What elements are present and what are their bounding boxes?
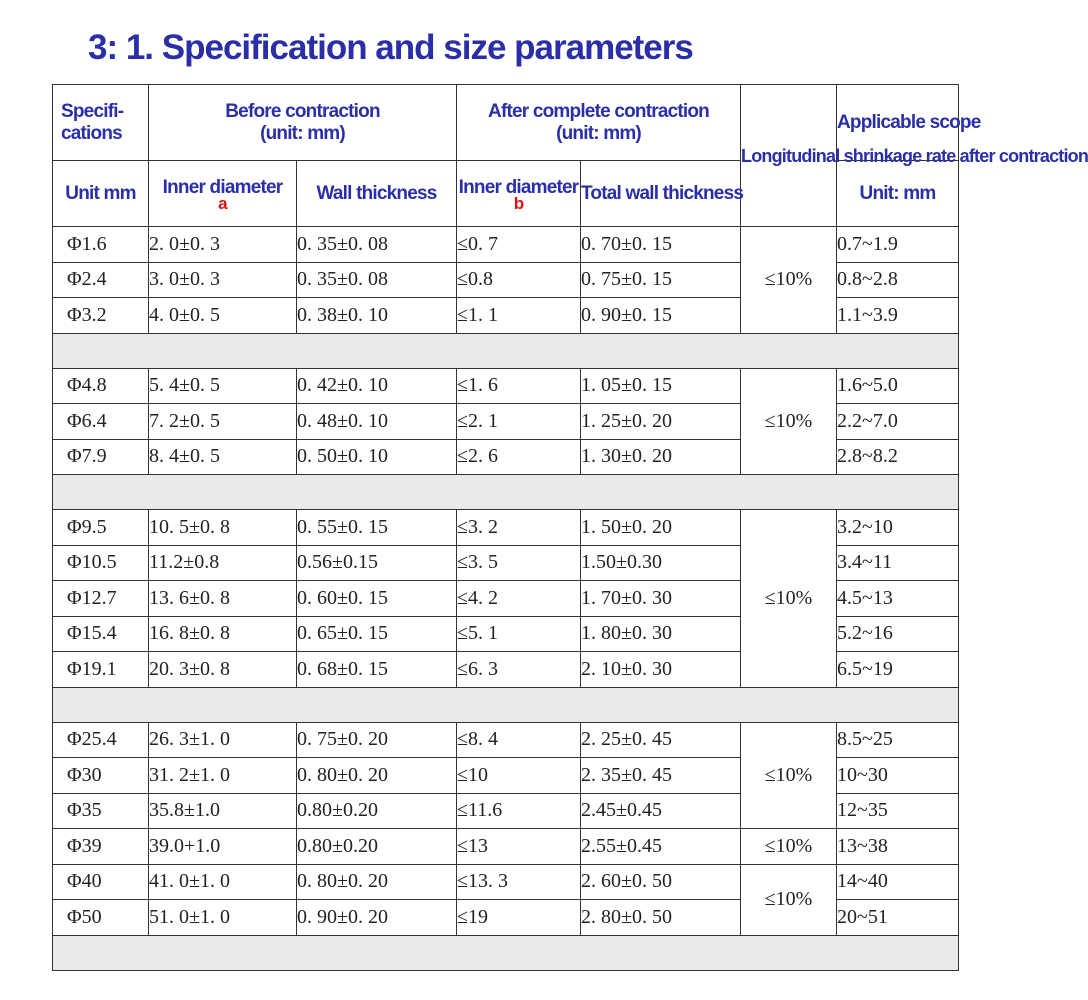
inner-diameter-after-cell: ≤5. 1 bbox=[457, 616, 581, 652]
wall-thickness-cell: 0.80±0.20 bbox=[297, 829, 457, 865]
shrinkage-rate-cell: ≤10% bbox=[741, 829, 837, 865]
specification-table bbox=[52, 84, 1088, 971]
wall-thickness-cell: 0. 35±0. 08 bbox=[297, 227, 457, 263]
spec-cell: Φ2.4 bbox=[53, 262, 149, 298]
wall-thickness-cell: 0. 80±0. 20 bbox=[297, 758, 457, 794]
inner-diameter-before-cell: 2. 0±0. 3 bbox=[149, 227, 297, 263]
wall-thickness-cell: 0.56±0.15 bbox=[297, 545, 457, 581]
marker-a: a bbox=[218, 193, 227, 213]
spec-cell: Φ19.1 bbox=[53, 652, 149, 688]
inner-diameter-before-cell: 31. 2±1. 0 bbox=[149, 758, 297, 794]
total-wall-cell: 2. 60±0. 50 bbox=[581, 864, 741, 900]
applicable-scope-cell: 4.5~13 bbox=[837, 581, 959, 617]
applicable-scope-cell: 0.8~2.8 bbox=[837, 262, 959, 298]
inner-diameter-before-cell: 13. 6±0. 8 bbox=[149, 581, 297, 617]
inner-diameter-after-cell: ≤0. 7 bbox=[457, 227, 581, 263]
applicable-scope-cell: 3.4~11 bbox=[837, 545, 959, 581]
wall-thickness-cell: 0. 38±0. 10 bbox=[297, 298, 457, 334]
spec-cell: Φ40 bbox=[53, 864, 149, 900]
applicable-scope-cell: 8.5~25 bbox=[837, 722, 959, 758]
separator-cell bbox=[53, 475, 959, 510]
applicable-scope-cell: 10~30 bbox=[837, 758, 959, 794]
separator-cell bbox=[53, 687, 959, 722]
group-separator bbox=[53, 687, 959, 722]
total-wall-cell: 2. 80±0. 50 bbox=[581, 900, 741, 936]
total-wall-cell: 0. 90±0. 15 bbox=[581, 298, 741, 334]
total-wall-cell: 2. 35±0. 45 bbox=[581, 758, 741, 794]
inner-diameter-after-cell: ≤11.6 bbox=[457, 793, 581, 829]
inner-diameter-before-cell: 16. 8±0. 8 bbox=[149, 616, 297, 652]
applicable-scope-cell: 20~51 bbox=[837, 900, 959, 936]
inner-diameter-before-cell: 35.8±1.0 bbox=[149, 793, 297, 829]
wall-thickness-cell: 0.80±0.20 bbox=[297, 793, 457, 829]
wall-thickness-cell: 0. 50±0. 10 bbox=[297, 439, 457, 475]
wall-thickness-cell: 0. 68±0. 15 bbox=[297, 652, 457, 688]
spec-cell: Φ30 bbox=[53, 758, 149, 794]
group-separator bbox=[53, 333, 959, 368]
wall-thickness-cell: 0. 60±0. 15 bbox=[297, 581, 457, 617]
inner-diameter-after-cell: ≤6. 3 bbox=[457, 652, 581, 688]
inner-diameter-before-cell: 4. 0±0. 5 bbox=[149, 298, 297, 334]
inner-diameter-after-cell: ≤13. 3 bbox=[457, 864, 581, 900]
wall-thickness-cell: 0. 42±0. 10 bbox=[297, 368, 457, 404]
total-wall-cell: 1. 05±0. 15 bbox=[581, 368, 741, 404]
total-wall-cell: 2.55±0.45 bbox=[581, 829, 741, 865]
inner-diameter-before-cell: 10. 5±0. 8 bbox=[149, 510, 297, 546]
group-separator bbox=[53, 935, 959, 970]
header-longitudinal-shrinkage: Longitudinal shrinkage rate after contraction bbox=[741, 85, 837, 227]
spec-cell: Φ3.2 bbox=[53, 298, 149, 334]
inner-diameter-after-cell: ≤10 bbox=[457, 758, 581, 794]
total-wall-cell: 1.50±0.30 bbox=[581, 545, 741, 581]
wall-thickness-cell: 0. 90±0. 20 bbox=[297, 900, 457, 936]
spec-cell: Φ12.7 bbox=[53, 581, 149, 617]
total-wall-cell: 1. 25±0. 20 bbox=[581, 404, 741, 440]
header-applicable-scope: Applicable scope bbox=[837, 85, 959, 161]
applicable-scope-cell: 2.8~8.2 bbox=[837, 439, 959, 475]
shrinkage-rate-cell: ≤10% bbox=[741, 368, 837, 475]
table-row bbox=[53, 722, 959, 758]
spec-cell: Φ25.4 bbox=[53, 722, 149, 758]
header-after-contraction: After complete contraction (unit: mm) bbox=[457, 85, 741, 161]
applicable-scope-cell: 5.2~16 bbox=[837, 616, 959, 652]
inner-diameter-after-cell: ≤2. 6 bbox=[457, 439, 581, 475]
applicable-scope-cell: 3.2~10 bbox=[837, 510, 959, 546]
inner-diameter-after-cell: ≤4. 2 bbox=[457, 581, 581, 617]
inner-diameter-after-cell: ≤13 bbox=[457, 829, 581, 865]
shrinkage-rate-cell: ≤10% bbox=[741, 722, 837, 829]
spec-cell: Φ7.9 bbox=[53, 439, 149, 475]
inner-diameter-before-cell: 39.0+1.0 bbox=[149, 829, 297, 865]
separator-cell bbox=[53, 935, 959, 970]
total-wall-cell: 1. 30±0. 20 bbox=[581, 439, 741, 475]
marker-b: b bbox=[513, 193, 524, 213]
table-row bbox=[53, 864, 959, 900]
wall-thickness-cell: 0. 48±0. 10 bbox=[297, 404, 457, 440]
shrinkage-rate-cell: ≤10% bbox=[741, 510, 837, 688]
inner-diameter-after-cell: ≤0.8 bbox=[457, 262, 581, 298]
table-row bbox=[53, 227, 959, 263]
applicable-scope-cell: 14~40 bbox=[837, 864, 959, 900]
spec-cell: Φ10.5 bbox=[53, 545, 149, 581]
spec-cell: Φ1.6 bbox=[53, 227, 149, 263]
wall-thickness-cell: 0. 75±0. 20 bbox=[297, 722, 457, 758]
inner-diameter-after-cell: ≤3. 2 bbox=[457, 510, 581, 546]
wall-thickness-cell: 0. 65±0. 15 bbox=[297, 616, 457, 652]
inner-diameter-after-cell: ≤1. 1 bbox=[457, 298, 581, 334]
inner-diameter-after-cell: ≤2. 1 bbox=[457, 404, 581, 440]
wall-thickness-cell: 0. 55±0. 15 bbox=[297, 510, 457, 546]
spec-cell: Φ6.4 bbox=[53, 404, 149, 440]
inner-diameter-before-cell: 3. 0±0. 3 bbox=[149, 262, 297, 298]
applicable-scope-cell: 6.5~19 bbox=[837, 652, 959, 688]
total-wall-cell: 2.45±0.45 bbox=[581, 793, 741, 829]
spec-cell: Φ4.8 bbox=[53, 368, 149, 404]
header-specifications: Specifi- cations bbox=[53, 85, 149, 161]
inner-diameter-after-cell: ≤8. 4 bbox=[457, 722, 581, 758]
table-row bbox=[53, 368, 959, 404]
total-wall-cell: 2. 10±0. 30 bbox=[581, 652, 741, 688]
spec-cell: Φ35 bbox=[53, 793, 149, 829]
applicable-scope-cell: 2.2~7.0 bbox=[837, 404, 959, 440]
header-unit-mm: Unit mm bbox=[53, 161, 149, 227]
table-row bbox=[53, 510, 959, 546]
applicable-scope-cell: 12~35 bbox=[837, 793, 959, 829]
inner-diameter-before-cell: 26. 3±1. 0 bbox=[149, 722, 297, 758]
wall-thickness-cell: 0. 35±0. 08 bbox=[297, 262, 457, 298]
inner-diameter-before-cell: 41. 0±1. 0 bbox=[149, 864, 297, 900]
inner-diameter-before-cell: 5. 4±0. 5 bbox=[149, 368, 297, 404]
header-inner-diameter-after: Inner diameter b bbox=[457, 161, 581, 227]
group-separator bbox=[53, 475, 959, 510]
inner-diameter-after-cell: ≤3. 5 bbox=[457, 545, 581, 581]
table-row bbox=[53, 829, 959, 865]
inner-diameter-before-cell: 11.2±0.8 bbox=[149, 545, 297, 581]
total-wall-cell: 1. 80±0. 30 bbox=[581, 616, 741, 652]
inner-diameter-before-cell: 20. 3±0. 8 bbox=[149, 652, 297, 688]
spec-cell: Φ15.4 bbox=[53, 616, 149, 652]
page-title: 3: 1. Specification and size parameters bbox=[88, 28, 693, 67]
header-inner-diameter-before: Inner diameter a bbox=[149, 161, 297, 227]
applicable-scope-cell: 1.6~5.0 bbox=[837, 368, 959, 404]
inner-diameter-before-cell: 51. 0±1. 0 bbox=[149, 900, 297, 936]
header-scope-unit: Unit: mm bbox=[837, 161, 959, 227]
inner-diameter-after-cell: ≤19 bbox=[457, 900, 581, 936]
spec-cell: Φ50 bbox=[53, 900, 149, 936]
shrinkage-rate-cell: ≤10% bbox=[741, 227, 837, 334]
shrinkage-rate-cell: ≤10% bbox=[741, 864, 837, 935]
separator-cell bbox=[53, 333, 959, 368]
applicable-scope-cell: 0.7~1.9 bbox=[837, 227, 959, 263]
total-wall-cell: 0. 70±0. 15 bbox=[581, 227, 741, 263]
header-before-contraction: Before contraction (unit: mm) bbox=[149, 85, 457, 161]
header-total-wall-thickness: Total wall thickness bbox=[581, 161, 741, 227]
wall-thickness-cell: 0. 80±0. 20 bbox=[297, 864, 457, 900]
total-wall-cell: 1. 70±0. 30 bbox=[581, 581, 741, 617]
total-wall-cell: 1. 50±0. 20 bbox=[581, 510, 741, 546]
applicable-scope-cell: 1.1~3.9 bbox=[837, 298, 959, 334]
header-wall-thickness: Wall thickness bbox=[297, 161, 457, 227]
total-wall-cell: 2. 25±0. 45 bbox=[581, 722, 741, 758]
applicable-scope-cell: 13~38 bbox=[837, 829, 959, 865]
inner-diameter-before-cell: 8. 4±0. 5 bbox=[149, 439, 297, 475]
inner-diameter-after-cell: ≤1. 6 bbox=[457, 368, 581, 404]
inner-diameter-before-cell: 7. 2±0. 5 bbox=[149, 404, 297, 440]
spec-cell: Φ9.5 bbox=[53, 510, 149, 546]
spec-cell: Φ39 bbox=[53, 829, 149, 865]
total-wall-cell: 0. 75±0. 15 bbox=[581, 262, 741, 298]
